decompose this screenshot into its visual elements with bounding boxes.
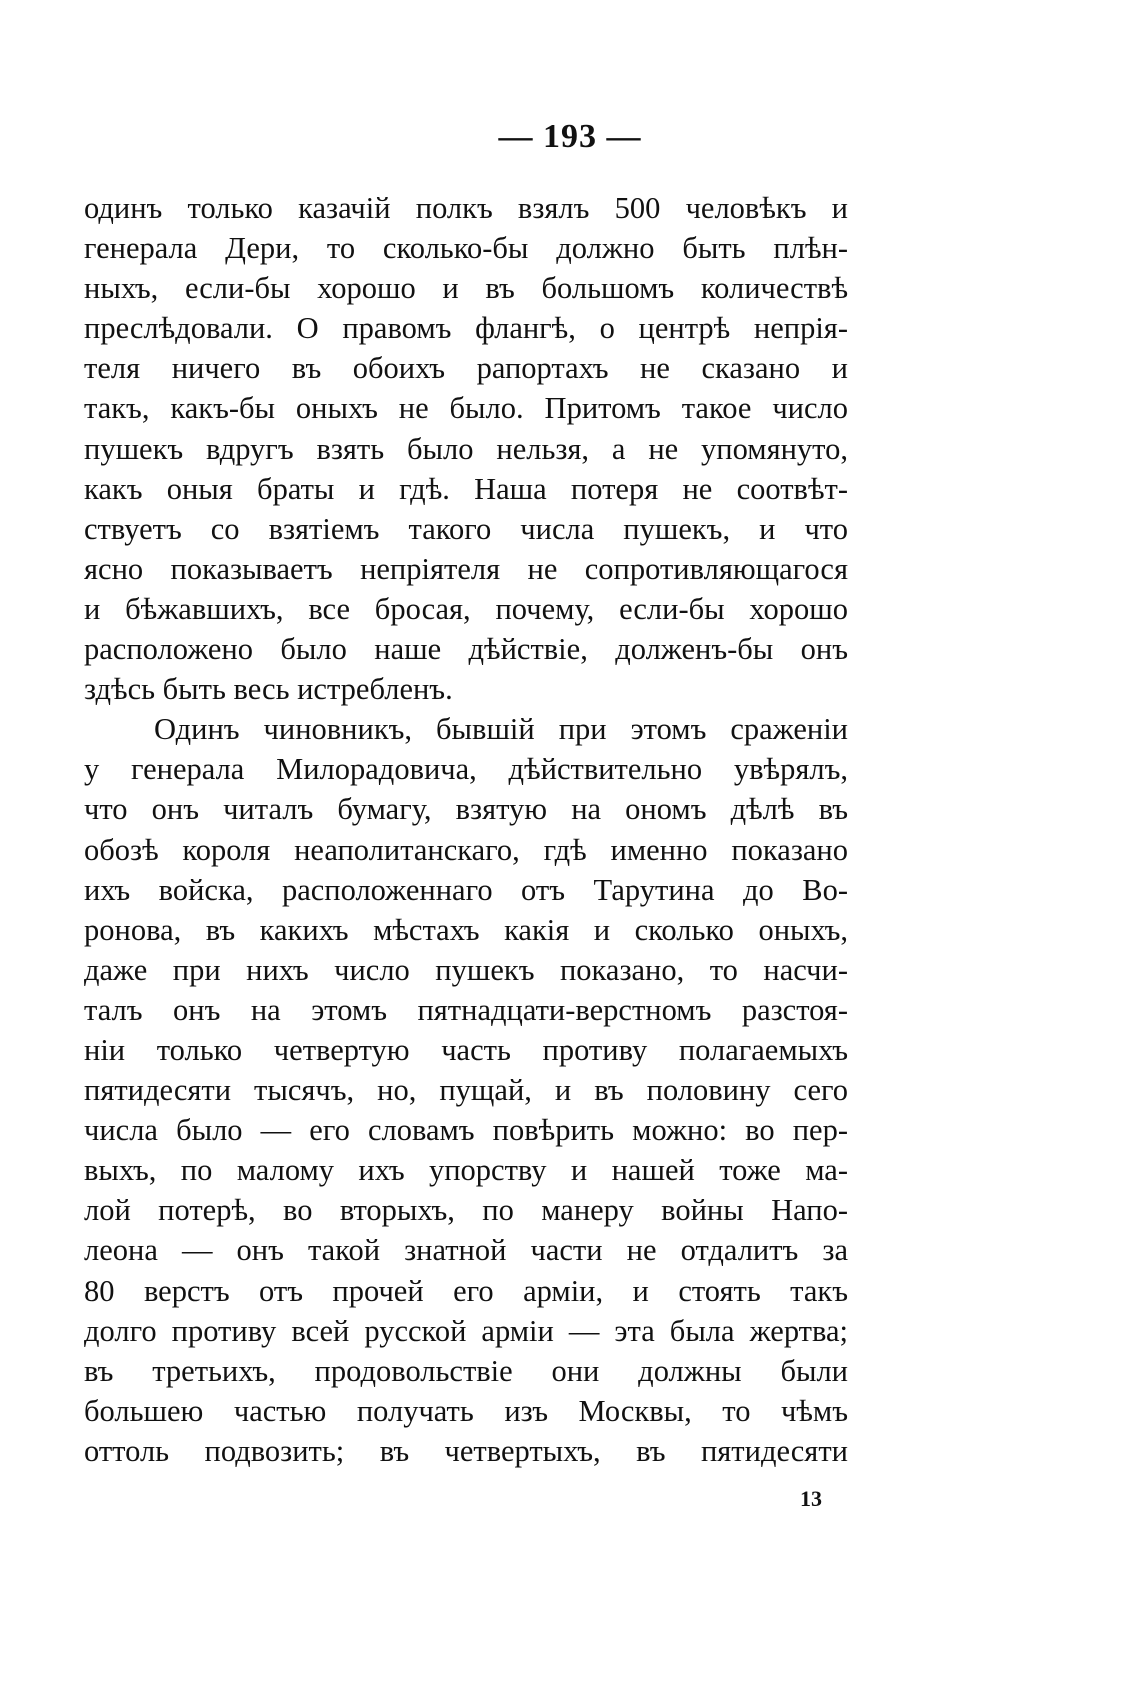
text-line: преслѣдовали. О правомъ флангѣ, о центрѣ непрія-	[84, 311, 848, 346]
text-line: пятидесяти тысячъ, но, пущай, и въ половину сего	[84, 1073, 848, 1108]
text-line: такъ, какъ-бы оныхъ не было. Притомъ такое число	[84, 391, 848, 426]
text-line: теля ничего въ обоихъ рапортахъ не сказано и	[84, 351, 848, 386]
text-line: оттоль подвозить; въ четвертыхъ, въ пятидесяти	[84, 1433, 848, 1468]
text-line: и бѣжавшихъ, все бросая, почему, если-бы хорошо	[84, 591, 848, 626]
text-line: пушекъ вдругъ взять было нельзя, а не упомянуто,	[84, 431, 848, 466]
text-line: обозѣ короля неаполитанскаго, гдѣ именно показано	[84, 832, 848, 867]
text-line: расположено было наше дѣйствіе, долженъ-бы онъ	[84, 632, 848, 667]
text-line: ныхъ, если-бы хорошо и въ большомъ количествѣ	[84, 271, 848, 306]
text-line: 80 верстъ отъ прочей его арміи, и стоять такъ	[84, 1273, 848, 1308]
text-line: генерала Дери, то сколько-бы должно быть плѣн-	[84, 231, 848, 266]
text-line: числа было — его словамъ повѣрить можно: во пер-	[84, 1113, 848, 1148]
paragraph-start-line: Одинъ чиновникъ, бывшій при этомъ сраженіи	[154, 712, 848, 747]
text-line: ихъ войска, расположеннаго отъ Тарутина до Во-	[84, 872, 848, 907]
body-text	[84, 188, 848, 1471]
text-line: долго противу всей русской арміи — эта была жертва;	[84, 1313, 848, 1348]
text-line: въ третьихъ, продовольствіе они должны были	[84, 1353, 848, 1388]
text-line: ясно показываетъ непріятеля не сопротивляющагося	[84, 551, 848, 586]
text-line: что онъ читалъ бумагу, взятую на ономъ дѣлѣ въ	[84, 792, 848, 827]
text-line: даже при нихъ число пушекъ показано, то насчи-	[84, 952, 848, 987]
text-line: большею частью получать изъ Москвы, то чѣмъ	[84, 1393, 848, 1428]
text-line: выхъ, по малому ихъ упорству и нашей тоже ма-	[84, 1153, 848, 1188]
text-line: какъ оныя браты и гдѣ. Наша потеря не соотвѣт-	[84, 471, 848, 506]
text-line: ніи только четвертую часть противу полагаемыхъ	[84, 1032, 848, 1067]
text-line: талъ онъ на этомъ пятнадцати-верстномъ разстоя-	[84, 992, 848, 1027]
text-line: ствуетъ со взятіемъ такого числа пушекъ, и что	[84, 511, 848, 546]
text-line: ронова, въ какихъ мѣстахъ какія и сколько оныхъ,	[84, 912, 848, 947]
text-line: леона — онъ такой знатной части не отдалитъ за	[84, 1233, 848, 1268]
page-number-header: — 193 —	[498, 118, 642, 155]
text-line: здѣсь быть весь истребленъ.	[84, 672, 453, 707]
signature-mark: 13	[800, 1486, 822, 1511]
text-line: лой потерѣ, во вторыхъ, по манеру войны Напо-	[84, 1193, 848, 1228]
text-line: у генерала Милорадовича, дѣйствительно увѣрялъ,	[84, 752, 848, 787]
text-line: одинъ только казачій полкъ взялъ 500 человѣкъ и	[84, 191, 848, 225]
